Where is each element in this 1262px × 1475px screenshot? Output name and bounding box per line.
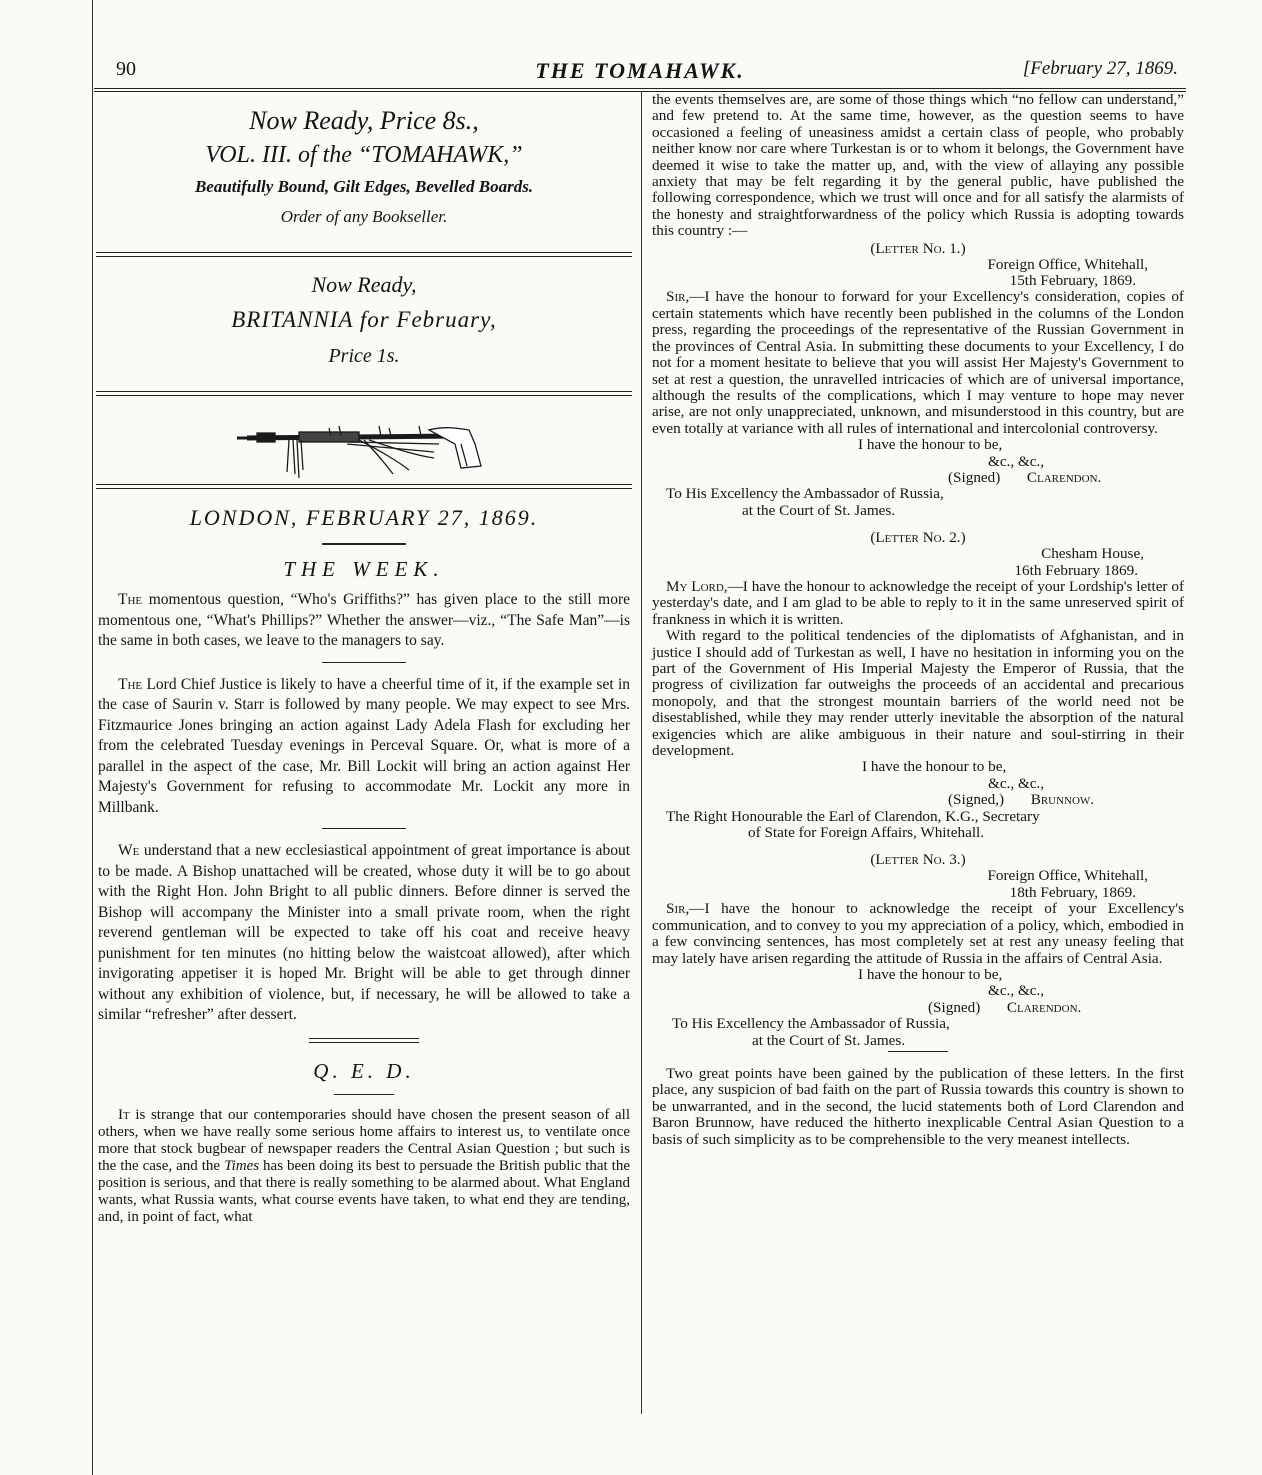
section-rule [309,1038,419,1043]
paragraph-text: understand that a new ecclesiastical appointment of great importance is about to be made. A Bishop unattached will be created, whose duty it will be to go about with the Right Hon. John Bright to all public dinners. Before dinner is served the Bishop will accompany the Minister into a small private room, when the right reverend gentleman will be expected to take off his coat and receive heavy punishment for ten minutes (no hitting below the waistcoat allowed), after which invigorating appetiser it is hoped Mr. Bright will be able to get through dinner without any exhibition of violence, but, if necessary, he will be allowed to take a similar “refresher” after dessert. [98,842,630,1023]
britannia-advertisement [94,267,634,375]
newspaper-name: Times [224,1157,260,1174]
letter-signature [648,470,1188,486]
letter-text: —I have the honour to acknowledge the receipt of your Excellency's communication, and to convey to you my appreciation of a policy, which, embodied in a few convincing sentences, has most completely set at rest any uneasy feeling that may lately have arisen regarding the attitude of Russia in the affairs of Central Asia. [652,900,1184,967]
paragraph-text: momentous question, “Who's Griffiths?” has given place to the still more momentous one, “What's Phillips?” Whether the answer—viz., “The Safe Man”—is the same in both cases, we leave to the managers to say. [98,591,630,649]
letter-body [648,289,1188,437]
ad-line: Now Ready, Price 8s., [249,106,479,135]
salutation: Sir, [666,900,690,918]
salutation: Sir, [666,288,690,306]
ad-line: VOL. III. of the “TOMAHAWK,” [205,142,523,168]
week-paragraph [94,590,634,652]
letter-closing: &c., &c., [988,774,1045,792]
letter-address: Chesham House, [1041,545,1144,563]
letter-recipient: at the Court of St. James. [752,1031,906,1049]
signed-label: (Signed) [928,998,981,1016]
letter-date: 18th February, 1869. [1009,883,1136,901]
the-week-heading: THE WEEK. [283,557,445,581]
short-rule [322,828,406,829]
ad-line: Price 1s. [328,345,400,367]
letter-body [648,579,1188,628]
lead-word: The [118,675,143,693]
column-separator [641,92,642,1414]
letter-closing: I have the honour to be, [858,436,1003,454]
short-rule [322,543,406,545]
short-rule [322,662,406,663]
ad-line: Now Ready, [311,272,417,297]
ad-line: Beautifully Bound, Gilt Edges, Bevelled Boards. [194,177,534,196]
lead-word: We [118,842,140,859]
lead-word: It [118,1106,130,1123]
week-paragraph [94,675,634,819]
lead-word: The [118,591,143,608]
letter-closing: &c., &c., [988,452,1045,470]
letter-text: —I have the honour to acknowledge the receipt of your Lordship's letter of yesterday's date, and I am glad to be able to reply to it in the same unreserved spirit of frankness in which it is written. [652,577,1185,628]
letter-heading [648,529,1188,546]
signed-label: (Signed,) [948,791,1005,809]
letter-heading [648,240,1188,257]
letter-recipient: To His Excellency the Ambassador of Russia, [672,1015,950,1033]
letter-recipient: at the Court of St. James. [742,501,896,519]
signed-label: (Signed) [948,468,1001,486]
signer-name: Clarendon. [1026,468,1102,486]
letter-text: —I have the honour to forward for your Excellency's consideration, copies of certain statements which have recently been published in the columns of the London press, regarding the proceedings of the representative of the Russian Government in the provinces of Central Asia. In submitting these documents to your Excellency, I do not for a moment hesitate to believe that you will assist Her Majesty's Government to set at rest a question, the unravelled intricacies of which are of universal importance, although the results of the complications, which I may venture to hope may never arise, are not only unappreciated, unknown, and misunderstood in this country, but are even totally at variance with all rules of international and intercolonial controversy. [652,288,1184,437]
paragraph-text: has been doing its best to persuade the British public that the position is serious, and that there is really something to be alarmed about. What England wants, what Russia wants, what course events have taken, to what end they are tending, and, in point of fact, what [98,1157,630,1225]
double-rule [96,391,632,396]
letter-date: 15th February, 1869. [1009,272,1136,290]
short-rule [334,1094,394,1095]
conclusion-paragraph: Two great points have been gained by the publication of these letters. In the first place, any suspicion of bad faith on the part of Russia towards this country is shown to be unwarranted, and in the second, the lucid statements both of Lord Clarendon and Baron Brunnow, have reduced the hitherto inexplicable Central Asian Question to a basis of such simplicity as to be comprehensible to the very meanest intellects. [652,1064,1184,1148]
qed-paragraph [94,1107,634,1226]
short-rule [888,1051,948,1052]
letter-recipient: To His Excellency the Ambassador of Russia, [666,485,944,503]
left-column [94,92,634,1226]
page-margin-line [92,0,93,1475]
masthead-title: THE TOMAHAWK. [535,58,745,83]
ad-line: BRITANNIA for February, [231,307,497,332]
signer-name: Clarendon. [1006,998,1082,1016]
letter-signature [648,792,1188,808]
volume-advertisement [94,104,634,232]
double-rule [96,252,632,257]
paragraph-text: Lord Chief Justice is likely to have a cheerful time of it, if the example set in the case of Saurin v. Starr is followed by many people. We may expect to see Mrs. Fitzmaurice Jones bringing an action against Lady Adela Flash for excluding her from the celebrated Tuesday evenings in Perceval Square. Or, what is more of a parallel in the aspect of the case, Mr. Bill Lockit will bring an action against Her Majesty's Government for refusing to accommodate Mr. Lockit any more in Millbank. [98,675,630,816]
dateline: LONDON, FEBRUARY 27, 1869. [189,505,539,530]
salutation: My Lord, [666,577,728,595]
letter-number: (Letter No. 2.) [870,529,966,547]
header-date: [February 27, 1869. [1022,58,1178,79]
letter-closing: I have the honour to be, [858,965,1003,983]
signer-name: Brunnow. [1030,791,1095,809]
letter-address: Foreign Office, Whitehall, [987,255,1148,273]
letter-number: (Letter No. 1.) [870,239,966,257]
letter-signature [648,1000,1188,1016]
letter-body: With regard to the political tendencies of the diplomatists of Afghanistan, and in justice I should add of Turkestan as well, I have no hesitation in informing you on the part of the Government of His Imperial Majesty the Emperor of Russia, that the progress of civilization far outweighs the proceeds of an accidental and precarious monopoly, and that the strongest mountain barriers of the world need not be disestablished, while they may render utterly inevitable the absorption of the natural exigencies which are alike ambiguous in their nature and soul-stirring in their development. [652,627,1184,760]
double-rule [96,484,632,489]
letter-address: Foreign Office, Whitehall, [987,867,1148,885]
letter-recipient: The Right Honourable the Earl of Clarendon, K.G., Secretary [666,807,1040,825]
qed-heading: Q. E. D. [313,1058,415,1083]
page-header [98,58,1182,86]
header-rule [94,88,1186,89]
letter-body [648,901,1188,967]
qed-continuation: the events themselves are, are some of those things which “no fellow can understand,” and few pretend to. At the same time, however, as the question seems to have occasioned a feeling of uneasiness amidst a certain class of people, who probably neither know nor care where Turkestan is or to whom it belongs, the Government have deemed it wise to take the matter up, and, with the view of allaying any possible anxiety that may be felt regarding it by the general public, have published the following correspondence, which we trust will once and for all satisfy the alarmists of the honesty and straightforwardness of the policy which Russia is adopting towards this country :— [652,91,1184,240]
page-number: 90 [116,58,136,80]
letter-closing: &c., &c., [988,982,1045,1000]
letter-heading [648,851,1188,868]
right-column [648,92,1188,1148]
tomahawk-illustration [229,400,499,480]
letter-closing: I have the honour to be, [862,758,1007,776]
ad-line: Order of any Bookseller. [280,207,448,226]
letter-recipient: of State for Foreign Affairs, Whitehall. [748,824,985,842]
week-paragraph [94,841,634,1026]
paragraph-text: is strange that our contemporaries should have chosen the present season of all others, when we have really some serious home affairs to interest us, to ventilate once more that stock bugbear of newspaper readers the Central Asian Question ; but such is the the case, and the [98,1106,630,1174]
letter-number: (Letter No. 3.) [870,851,966,869]
letter-date: 16th February 1869. [1014,561,1138,579]
